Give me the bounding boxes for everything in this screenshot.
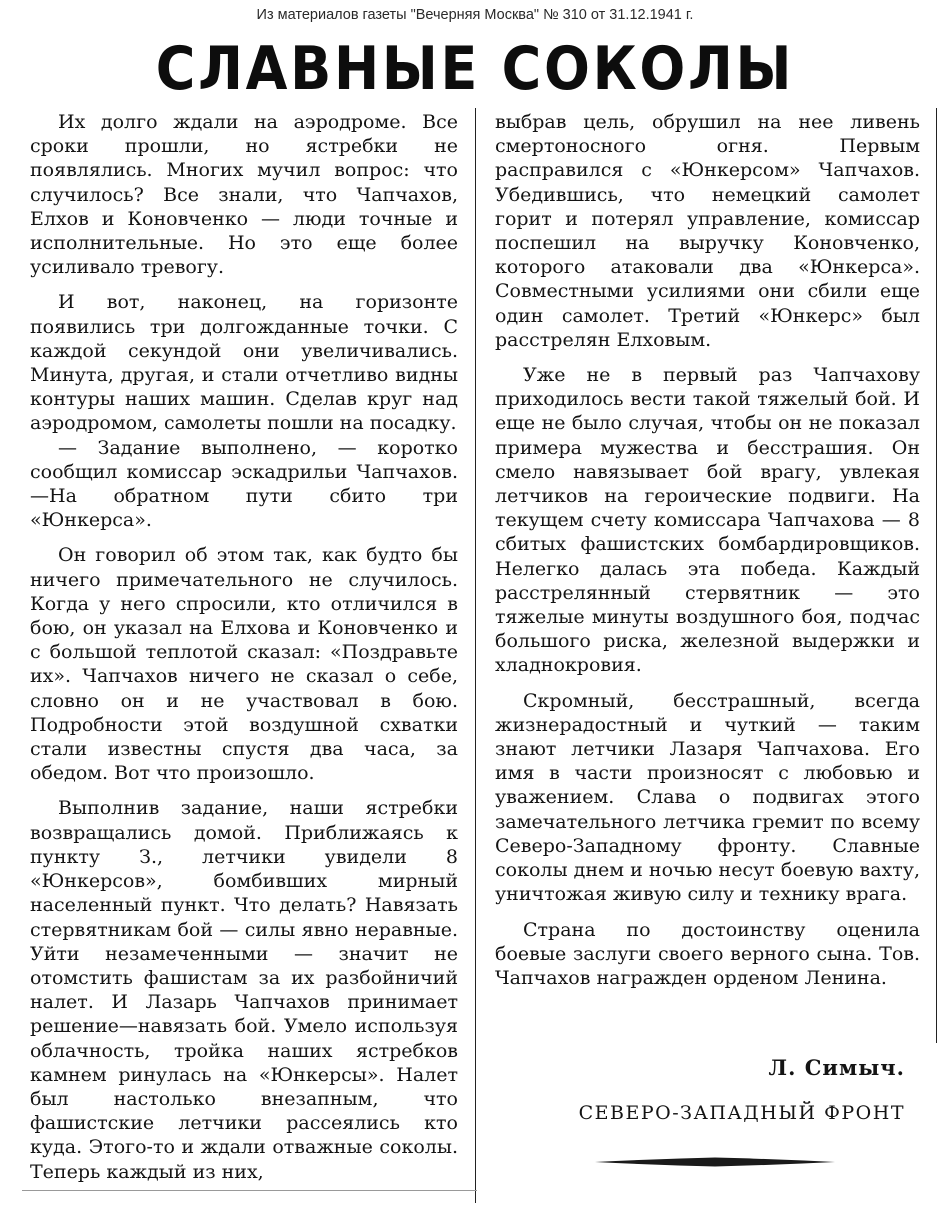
dateline-front: СЕВЕРО-ЗАПАДНЫЙ ФРОНТ <box>578 1102 905 1124</box>
article-paragraph: Уже не в первый раз Чапчахову приходилось вести такой тяжелый бой. И еще не было случая, чтобы он не показал примера мужества и бесстрашия. Он смело навязывает бой врагу, увлекая летчиков на героические подвиги. На текущем счету комиссара Чапчахова — 8 сбитых фашистских бомбардировщиков. Нелегко далась эта победа. Каждый расстрелянный стервятник — это тяжелые минуты воздушного боя, подчас большого риска, железной выдержки и хладнокровия. <box>495 364 920 677</box>
article-paragraph: — Задание выполнено, — коротко сообщил комиссар эскадрильи Чапчахов.—На обратном пути сбито три «Юнкерса». <box>30 436 458 532</box>
article-paragraph: выбрав цель, обрушил на нее ливень смертоносного огня. Первым расправился с «Юнкерсом» Чапчахов. Убедившись, что немецкий самолет горит и потерял управление, комиссар поспешил на выручку Коновченко, которого атаковали два «Юнкерса». Совместными усилиями они сбили еще один самолет. Третий «Юнкерс» был расстрелян Елховым. <box>495 111 920 351</box>
ornament-divider <box>595 1156 835 1168</box>
article-column-left <box>30 110 458 1184</box>
article-paragraph: Скромный, бесстрашный, всегда жизнерадостный и чуткий — таким знают летчики Лазаря Чапчахова. Его имя в части произносят с любовью и уважением. Слава о подвигах этого замечательного летчика гремит по всему Северо-Западному фронту. Славные соколы днем и ночью несут боевую вахту, уничтожая живую силу и технику врага. <box>495 689 920 906</box>
source-note: Из материалов газеты "Вечерняя Москва" № 310 от 31.12.1941 г. <box>256 7 694 23</box>
column-divider-left <box>475 108 476 1203</box>
article-column-right <box>495 110 920 990</box>
article-paragraph: Их долго ждали на аэродроме. Все сроки прошли, но ястребки не появлялись. Многих мучил вопрос: что случилось? Все знали, что Чапчахов, Елхов и Коновченко — люди точные и исполнительные. Но это еще более усиливало тревогу. <box>30 111 458 279</box>
column-bottom-rule <box>22 1190 477 1191</box>
column-divider-right <box>936 108 937 1043</box>
author-signature: Л. Симыч. <box>768 1055 905 1080</box>
article-paragraph: И вот, наконец, на горизонте появились три долгожданные точки. С каждой секундой они увеличивались. Минута, другая, и стали отчетливо видны контуры наших машин. Сделав круг над аэродромом, самолеты пошли на посадку. <box>30 291 458 435</box>
article-paragraph: Выполнив задание, наши ястребки возвращались домой. Приближаясь к пункту З., летчики увидели 8 «Юнкерсов», бомбивших мирный населенный пункт. Что делать? Навязать стервятникам бой — силы явно неравные. Уйти незамеченными — значит не отомстить фашистам за их разбойничий налет. И Лазарь Чапчахов принимает решение—навязать бой. Умело используя облачность, тройка наших ястребков камнем ринулась на «Юнкерсы». Налет был настолько внезапным, что фашистские летчики рассеялись кто куда. Этого-то и ждали отважные соколы. Теперь каждый из них, <box>30 797 458 1183</box>
article-paragraph: Он говорил об этом так, как будто бы ничего примечательного не случилось. Когда у него спросили, кто отличился в бою, он указал на Елхова и Коновченко и с большой теплотой сказал: «Поздравьте их». Чапчахов ничего не сказал о себе, словно он и не участвовал в бою. Подробности этой воздушной схватки стали известны спустя два часа, за обедом. Вот что произошло. <box>30 544 458 785</box>
article-paragraph: Страна по достоинству оценила боевые заслуги своего верного сына. Тов. Чапчахов награжден орденом Ленина. <box>495 918 920 989</box>
article-headline: СЛАВНЫЕ СОКОЛЫ <box>155 34 795 104</box>
